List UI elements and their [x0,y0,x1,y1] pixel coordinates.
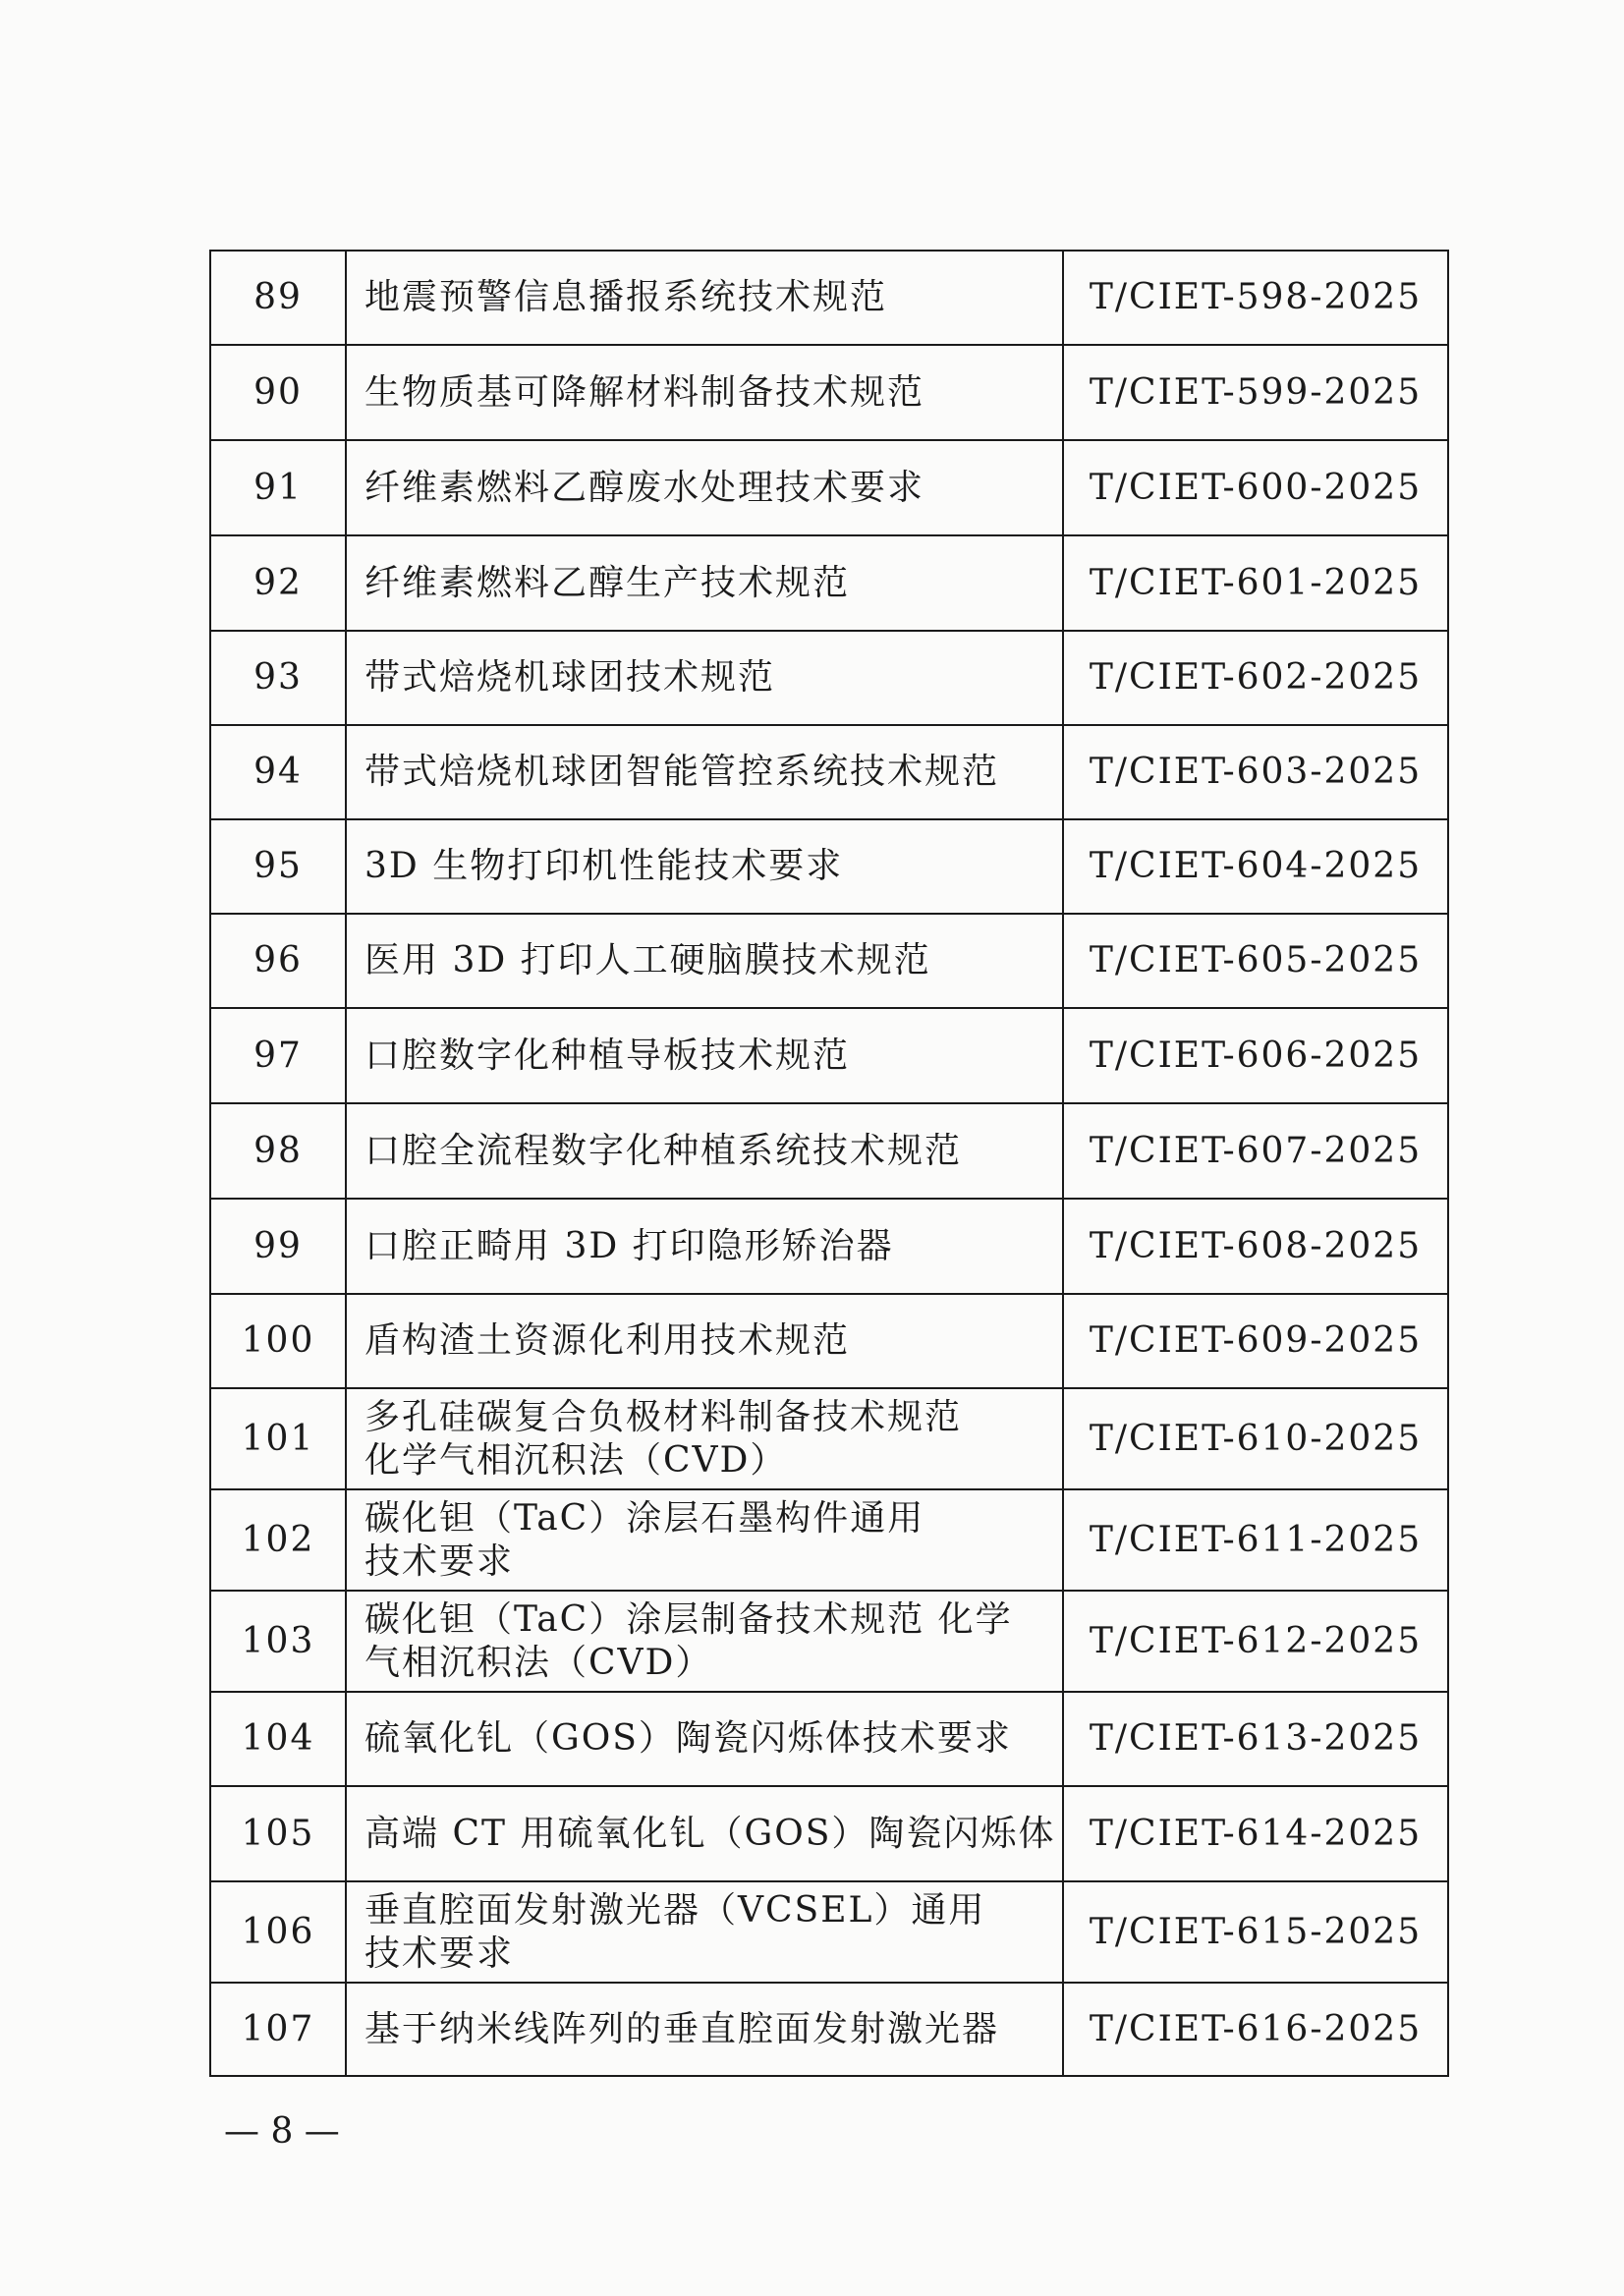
row-number: 101 [210,1388,346,1489]
standard-name-line: 带式焙烧机球团智能管控系统技术规范 [364,752,1000,792]
row-number: 97 [210,1008,346,1103]
row-number: 94 [210,725,346,819]
table-row [210,914,1448,1008]
table-row [210,631,1448,725]
standard-name [346,1388,1063,1489]
row-number: 102 [210,1489,346,1591]
table-row [210,1786,1448,1881]
row-number: 107 [210,1983,346,2076]
standard-name-line: 口腔正畸用 3D 打印隐形矫治器 [364,1225,894,1266]
table-row [210,1294,1448,1388]
page-number: — 8 — [224,2111,340,2152]
row-number: 98 [210,1103,346,1199]
standard-name [346,1591,1063,1692]
table-row [210,1983,1448,2076]
row-number: 92 [210,535,346,631]
standard-name [346,1294,1063,1388]
standard-name-line: 医用 3D 打印人工硬脑膜技术规范 [364,940,931,980]
standard-name-line: 口腔数字化种植导板技术规范 [364,1035,851,1076]
table-row [210,1881,1448,1983]
standard-name [346,251,1063,345]
standard-name [346,1692,1063,1786]
standard-name-line: 高端 CT 用硫氧化钆（GOS）陶瓷闪烁体 [364,1813,1056,1854]
row-number: 91 [210,440,346,535]
standard-code: T/CIET-602-2025 [1063,631,1448,725]
standard-name-line: 技术要求 [364,1932,515,1974]
row-number: 106 [210,1881,346,1983]
standard-name-line: 气相沉积法（CVD） [364,1642,713,1683]
row-number: 99 [210,1199,346,1294]
table-row [210,1008,1448,1103]
table-row [210,819,1448,914]
standard-name-line: 生物质基可降解材料制备技术规范 [364,371,925,413]
table-row [210,345,1448,440]
standard-name [346,819,1063,914]
standard-code: T/CIET-615-2025 [1063,1881,1448,1983]
standard-name-line: 化学气相沉积法（CVD） [364,1439,788,1481]
standard-name-line: 口腔全流程数字化种植系统技术规范 [364,1130,963,1171]
standards-table [209,250,1449,2077]
standard-code: T/CIET-614-2025 [1063,1786,1448,1881]
row-number: 95 [210,819,346,914]
standard-name-line: 基于纳米线阵列的垂直腔面发射激光器 [364,2008,1000,2049]
standards-table-body [210,251,1448,2076]
standard-name-line: 碳化钽（TaC）涂层石墨构件通用 [364,1497,925,1539]
standard-name [346,1489,1063,1591]
standard-code: T/CIET-616-2025 [1063,1983,1448,2076]
table-row [210,535,1448,631]
standard-code: T/CIET-613-2025 [1063,1692,1448,1786]
standard-name-line: 碳化钽（TaC）涂层制备技术规范 化学 [364,1598,1013,1640]
standard-code: T/CIET-608-2025 [1063,1199,1448,1294]
standard-name-line: 纤维素燃料乙醇生产技术规范 [364,562,851,603]
standard-name [346,345,1063,440]
standard-code: T/CIET-606-2025 [1063,1008,1448,1103]
table-row [210,725,1448,819]
table-row [210,1692,1448,1786]
table-row [210,440,1448,535]
standard-name-line: 地震预警信息播报系统技术规范 [364,277,888,317]
row-number: 104 [210,1692,346,1786]
row-number: 89 [210,251,346,345]
standard-name-line: 带式焙烧机球团技术规范 [364,657,776,698]
table-row [210,1388,1448,1489]
row-number: 96 [210,914,346,1008]
standard-name [346,440,1063,535]
row-number: 90 [210,345,346,440]
standard-code: T/CIET-610-2025 [1063,1388,1448,1489]
table-row [210,1591,1448,1692]
standard-code: T/CIET-611-2025 [1063,1489,1448,1591]
table-row [210,251,1448,345]
standard-name [346,1199,1063,1294]
standard-name [346,535,1063,631]
standard-name [346,631,1063,725]
standard-code: T/CIET-598-2025 [1063,251,1448,345]
standard-name [346,1881,1063,1983]
standard-name-line: 垂直腔面发射激光器（VCSEL）通用 [364,1889,986,1931]
standard-name-line: 硫氧化钆（GOS）陶瓷闪烁体技术要求 [364,1718,1012,1759]
table-row [210,1489,1448,1591]
standard-name-line: 3D 生物打印机性能技术要求 [364,846,844,886]
standard-code: T/CIET-605-2025 [1063,914,1448,1008]
standard-code: T/CIET-609-2025 [1063,1294,1448,1388]
standard-name [346,1983,1063,2076]
standard-code: T/CIET-601-2025 [1063,535,1448,631]
standard-code: T/CIET-600-2025 [1063,440,1448,535]
table-row [210,1103,1448,1199]
row-number: 105 [210,1786,346,1881]
standard-code: T/CIET-599-2025 [1063,345,1448,440]
standard-name [346,914,1063,1008]
row-number: 100 [210,1294,346,1388]
standard-name-line: 盾构渣土资源化利用技术规范 [364,1320,851,1361]
standard-code: T/CIET-612-2025 [1063,1591,1448,1692]
standard-code: T/CIET-604-2025 [1063,819,1448,914]
standard-name [346,725,1063,819]
row-number: 103 [210,1591,346,1692]
standard-name [346,1103,1063,1199]
standard-code: T/CIET-607-2025 [1063,1103,1448,1199]
standard-name-line: 多孔硅碳复合负极材料制备技术规范 [364,1396,963,1437]
standard-name-line: 纤维素燃料乙醇废水处理技术要求 [364,467,925,508]
standard-name [346,1008,1063,1103]
standard-name [346,1786,1063,1881]
table-row [210,1199,1448,1294]
standard-name-line: 技术要求 [364,1540,515,1582]
standard-code: T/CIET-603-2025 [1063,725,1448,819]
row-number: 93 [210,631,346,725]
